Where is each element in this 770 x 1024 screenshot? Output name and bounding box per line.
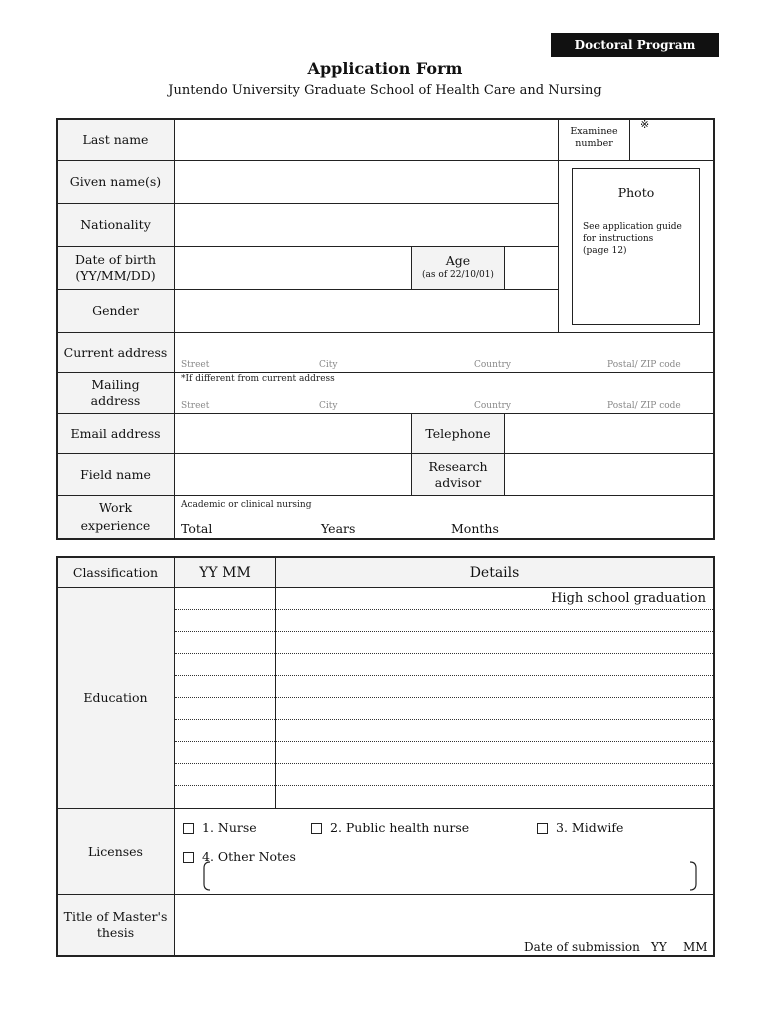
telephone-input[interactable]: [505, 414, 713, 453]
license-nurse-option[interactable]: 1. Nurse: [183, 820, 257, 835]
checkbox-icon[interactable]: [183, 852, 194, 863]
work-months-input[interactable]: [365, 515, 445, 537]
checkbox-icon[interactable]: [183, 823, 194, 834]
given-names-input[interactable]: [175, 161, 558, 203]
classification-header: Classification: [72, 564, 159, 580]
email-label: Email address: [70, 425, 161, 441]
border-right: [713, 118, 715, 540]
education-label: Education: [83, 690, 148, 705]
gender-input[interactable]: [175, 290, 558, 332]
checkbox-icon[interactable]: [311, 823, 322, 834]
work-years-label: Years: [321, 521, 356, 536]
photo-box[interactable]: [572, 168, 700, 325]
work-total-label: Total: [181, 521, 213, 536]
mailing-city-hint: City: [319, 401, 338, 411]
submission-yy: YY: [651, 940, 667, 954]
thesis-title-label: Title of Master's thesis: [63, 909, 168, 940]
high-school-graduation: High school graduation: [551, 591, 706, 606]
examinee-number-input[interactable]: [630, 120, 713, 160]
submission-date-label: Date of submission: [524, 940, 640, 954]
border-bottom: [56, 955, 714, 957]
age-input[interactable]: [505, 247, 558, 289]
col-line: [558, 119, 559, 332]
licenses-label: Licenses: [88, 843, 143, 859]
email-input[interactable]: [175, 414, 411, 453]
education-entries[interactable]: [175, 588, 713, 808]
last-name-label: Last name: [82, 131, 149, 147]
nationality-input[interactable]: [175, 204, 558, 246]
program-badge: Doctoral Program: [551, 33, 719, 57]
current-address-label: Current address: [63, 344, 168, 360]
date-header: YY MM: [199, 564, 251, 581]
current-postal-hint: Postal/ ZIP code: [607, 360, 681, 370]
border-bottom: [56, 538, 714, 540]
work-experience-label: Work experience: [80, 500, 151, 533]
current-city-hint: City: [319, 360, 338, 370]
date-of-birth-label: Date of birth (YY/MM/DD): [74, 252, 157, 283]
photo-instructions: See application guide for instructions (page 12): [583, 222, 682, 256]
license-other-option[interactable]: 4. Other Notes: [183, 849, 296, 864]
work-months-label: Months: [451, 521, 499, 536]
current-street-hint: Street: [181, 360, 210, 370]
current-country-hint: Country: [474, 360, 511, 370]
form-title: Application Form: [307, 59, 463, 78]
mailing-address-label: Mailing address: [90, 377, 141, 408]
telephone-label: Telephone: [425, 425, 491, 441]
mailing-street-hint: Street: [181, 401, 210, 411]
work-years-input[interactable]: [215, 515, 315, 537]
row-line: [559, 160, 714, 161]
age-label: Age (as of 22/10/01): [422, 253, 494, 280]
thesis-title-input[interactable]: [175, 895, 713, 935]
license-public-health-nurse-option[interactable]: 2. Public health nurse: [311, 820, 469, 835]
gender-label: Gender: [92, 303, 139, 318]
research-advisor-input[interactable]: [505, 454, 713, 495]
field-name-input[interactable]: [175, 454, 411, 495]
examinee-mark: ※: [640, 118, 650, 131]
photo-title: Photo: [617, 185, 655, 200]
submission-mm: MM: [683, 940, 708, 954]
field-name-label: Field name: [80, 466, 151, 482]
mailing-address-input[interactable]: [175, 386, 713, 413]
form-subtitle: Juntendo University Graduate School of Health Care and Nursing: [168, 83, 602, 98]
mailing-country-hint: Country: [474, 401, 511, 411]
license-midwife-option[interactable]: 3. Midwife: [537, 820, 623, 835]
border-right: [713, 556, 715, 957]
details-header: Details: [469, 564, 520, 581]
mailing-postal-hint: Postal/ ZIP code: [607, 401, 681, 411]
date-of-birth-input[interactable]: [175, 247, 411, 289]
nationality-label: Nationality: [80, 217, 151, 232]
checkbox-icon[interactable]: [537, 823, 548, 834]
current-address-input[interactable]: [175, 333, 713, 372]
work-note: Academic or clinical nursing: [181, 500, 312, 510]
given-names-label: Given name(s): [69, 174, 162, 189]
last-name-input[interactable]: [175, 120, 558, 160]
mailing-note: *If different from current address: [181, 374, 335, 384]
examinee-number-label: Examinee number: [570, 126, 618, 149]
other-notes-input[interactable]: [212, 864, 690, 890]
research-advisor-label: Research advisor: [428, 458, 488, 490]
